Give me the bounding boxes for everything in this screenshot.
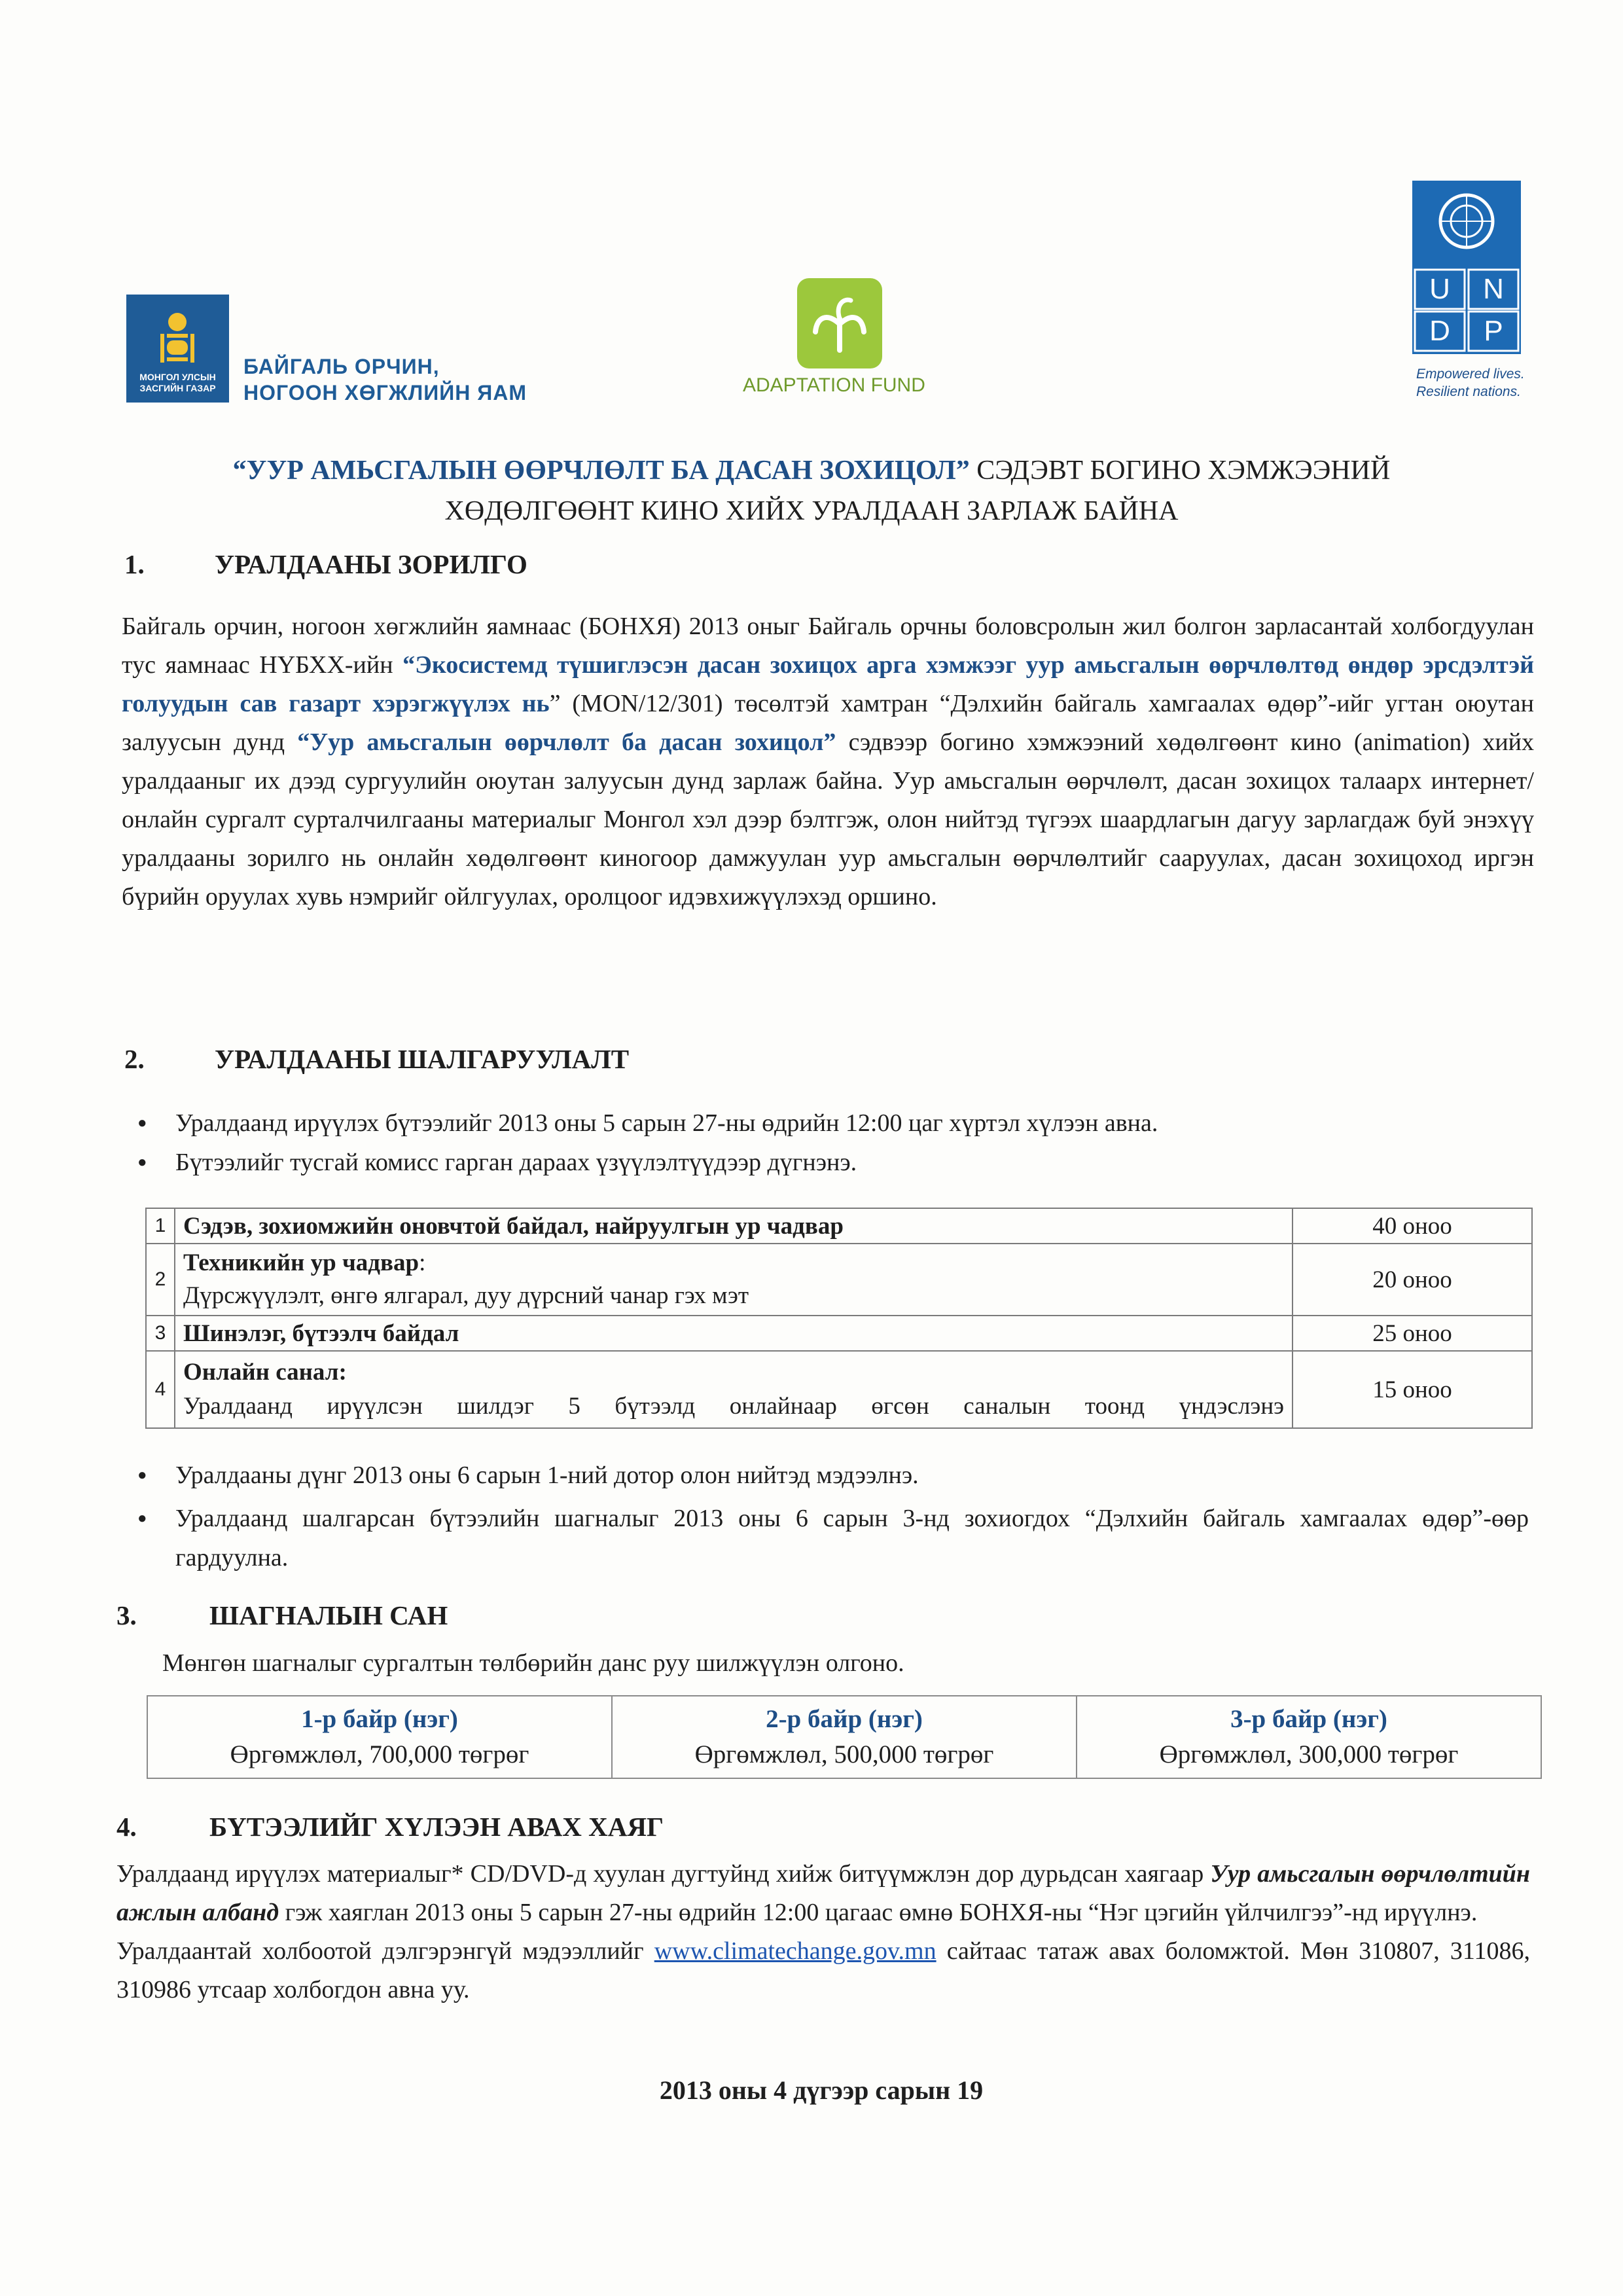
ministry-name	[243, 353, 527, 406]
criteria-points: 15 оноо	[1293, 1351, 1532, 1428]
section4-text-a: Уралдаанд ирүүлэх материалыг* CD/DVD-д хуулан дугтуйнд хийж битүүмжлэн дор дурьдсан хаягаар	[116, 1860, 1211, 1888]
plant-sprout-icon	[797, 278, 882, 368]
section2-number: 2.	[124, 1044, 145, 1074]
prize-amount: Өргөмжлөл, 500,000 төгрөг	[694, 1740, 994, 1768]
criteria-table	[145, 1208, 1533, 1429]
section4-text-d: Уралдаантай холбоотой дэлгэрэнгүй мэдээллийг	[116, 1937, 654, 1965]
website-link[interactable]: www.climatechange.gov.mn	[654, 1937, 936, 1965]
section2-title: УРАЛДААНЫ ШАЛГАРУУЛАЛТ	[215, 1044, 630, 1074]
section1-text-a: Байгаль орчин, ногоон хөгжлийн яамнаас (БОНХЯ) 2013 оныг Байгаль орчны боловсролын жил болгон зарласантай холбогдуулан тус яамнаас НҮБХХ-ийн	[122, 613, 1534, 679]
undp-tagline-line2: Resilient nations.	[1416, 384, 1521, 399]
criteria-cell	[175, 1244, 1293, 1316]
undp-letter-d: D	[1429, 315, 1450, 347]
undp-tagline-line1: Empowered lives.	[1416, 367, 1525, 382]
prize-table	[147, 1695, 1542, 1779]
criteria-title: Онлайн санал:	[183, 1359, 347, 1386]
undp-tagline	[1416, 365, 1547, 401]
ministry-badge-line2: ЗАСГИЙН ГАЗАР	[139, 383, 216, 393]
prize-intro: Мөнгөн шагналыг сургалтын төлбөрийн данс руу шилжүүлэн олгоно.	[162, 1649, 904, 1677]
section3-heading	[116, 1600, 448, 1631]
section4-heading	[116, 1811, 664, 1842]
section1-paragraph	[122, 607, 1534, 916]
section4-number: 4.	[116, 1812, 137, 1842]
section1-text-c: ” (MON/12/301) төсөлтэй хамтран “Дэлхийн байгаль хамгаалах өдөр”-ийг угтан оюутан залуусын дунд	[122, 690, 1534, 756]
undp-logo	[1412, 181, 1521, 354]
prize-amount: Өргөмжлөл, 700,000 төгрөг	[230, 1740, 529, 1768]
criteria-number: 4	[146, 1351, 175, 1428]
ministry-name-line1: БАЙГАЛЬ ОРЧИН,	[243, 355, 440, 378]
criteria-points: 25 оноо	[1293, 1316, 1532, 1351]
adaptation-fund-name: ADAPTATION FUND	[743, 374, 925, 396]
ministry-name-line2: НОГООН ХӨГЖЛИЙН ЯАМ	[243, 381, 527, 404]
criteria-description: Дүрсжүүлэлт, өнгө ялгарал, дуу дүрсний чанар гэх мэт	[183, 1282, 749, 1309]
table-row	[146, 1316, 1532, 1351]
ministry-logo	[126, 295, 229, 403]
prize-place: 3-р байр (нэг)	[1230, 1705, 1387, 1733]
table-row	[146, 1351, 1532, 1428]
section2-bullets-bottom	[122, 1456, 1529, 1577]
table-row	[146, 1208, 1532, 1244]
prize-place: 2-р байр (нэг)	[766, 1705, 923, 1733]
criteria-points: 40 оноо	[1293, 1208, 1532, 1244]
contest-theme: “Уур амьсгалын өөрчлөлт ба дасан зохицол”	[297, 728, 836, 756]
criteria-description: Уралдаанд ирүүлсэн шилдэг 5 бүтээлд онлайнаар өгсөн саналын тоонд үндэслэнэ	[183, 1393, 1284, 1420]
criteria-number: 1	[146, 1208, 175, 1244]
prize-place: 1-р байр (нэг)	[301, 1705, 458, 1733]
section1-title: УРАЛДААНЫ ЗОРИЛГО	[215, 549, 527, 579]
section3-number: 3.	[116, 1600, 137, 1630]
criteria-number: 3	[146, 1316, 175, 1351]
criteria-cell	[175, 1208, 1293, 1244]
prize-cell	[612, 1696, 1077, 1778]
document-date: 2013 оны 4 дүгээр сарын 19	[659, 2075, 984, 2105]
table-row	[147, 1696, 1541, 1778]
prize-cell	[1077, 1696, 1541, 1778]
project-name: “Экосистемд түшиглэсэн дасан зохицох арга хэмжээг уур амьсгалын өөрчлөлтөд өндөр эрсдэлтэй голуудын сав газарт хэрэгжүүлэх нь	[122, 651, 1535, 717]
section4-text-c: гэж хаяглан 2013 оны 5 сарын 27-ны өдрийн 12:00 цагаас өмнө БОНХЯ-ны “Нэг цэгийн үйлчилгээ”-нд ирүүлнэ.	[279, 1899, 1478, 1926]
section4-paragraph2	[116, 1932, 1530, 2009]
section2-heading	[124, 1043, 629, 1075]
list-item: ● Уралдааны дүнг 2013 оны 6 сарын 1-ний дотор олон нийтэд мэдээлнэ.	[122, 1456, 1529, 1495]
criteria-title: Сэдэв, зохиомжийн оновчтой байдал, найруулгын ур чадвар	[183, 1212, 844, 1240]
list-item: ● Уралдаанд ирүүлэх бүтээлийг 2013 оны 5 сарын 27-ны өдрийн 12:00 цаг хүртэл хүлээн авна.	[122, 1103, 1529, 1143]
section1-text-e: сэдвээр богино хэмжээний хөдөлгөөнт кино (animation) хийх уралдааныг их дээд сургуулийн оюутан залуусын дунд зарлаж байна. Уур амьсгалын өөрчлөлт, дасан зохицох талаарх интернет/онлайн сургалт сурталчилгааны материалыг Монгол хэл дээр бэлтгэж, олон нийтэд түгээх шаардлагын дагуу зарлагдаж буй энэхүү уралдааны зорилго нь онлайн хөдөлгөөнт киногоор дамжуулан уур амьсгалын өөрчлөлтийг сааруулах, дасан зохицоход иргэн бүрийн оруулах хувь нэмрийг ойлгуулах, оролцоог идэвхижүүлэхэд оршино.	[122, 728, 1534, 910]
criteria-number: 2	[146, 1244, 175, 1316]
criteria-cell	[175, 1351, 1293, 1428]
table-row	[146, 1244, 1532, 1316]
criteria-cell	[175, 1316, 1293, 1351]
section4-paragraph1	[116, 1855, 1530, 1932]
criteria-title: Техникийн ур чадвар	[183, 1249, 419, 1276]
ministry-badge-line1: МОНГОЛ УЛСЫН	[139, 372, 216, 382]
section4-body	[116, 1855, 1530, 2009]
undp-letter-u: U	[1429, 273, 1450, 305]
section1-number: 1.	[124, 549, 145, 579]
criteria-title-suffix: :	[419, 1249, 426, 1276]
prize-cell	[147, 1696, 612, 1778]
section1-heading	[124, 548, 527, 580]
section4-title: БҮТЭЭЛИЙГ ХҮЛЭЭН АВАХ ХАЯГ	[209, 1812, 664, 1842]
undp-letter-n: N	[1483, 273, 1504, 305]
recipient-office: Уур амьсгалын өөрчлөлтийн ажлын албанд	[116, 1860, 1530, 1926]
title-bold-part: “УУР АМЬСГАЛЫН ӨӨРЧЛӨЛТ БА ДАСАН ЗОХИЦОЛ”	[232, 456, 970, 486]
list-item: ● Бүтээлийг тусгай комисс гарган дараах үзүүлэлтүүдээр дүгнэнэ.	[122, 1143, 1529, 1182]
criteria-title: Шинэлэг, бүтээлч байдал	[183, 1319, 459, 1347]
title-line2: ХӨДӨЛГӨӨНТ КИНО ХИЙХ УРАЛДААН ЗАРЛАЖ БАЙНА	[444, 496, 1179, 526]
undp-letter-p: P	[1484, 315, 1503, 347]
criteria-points: 20 оноо	[1293, 1244, 1532, 1316]
prize-amount: Өргөмжлөл, 300,000 төгрөг	[1159, 1740, 1459, 1768]
section2-bullets-top	[122, 1103, 1529, 1182]
list-item: ● Уралдаанд шалгарсан бүтээлийн шагналыг 2013 оны 6 сарын 3-нд зохиогдох “Дэлхийн байгаль хамгаалах өдөр”-өөр гардуулна.	[122, 1499, 1529, 1577]
section4-text-e: сайтаас татаж авах боломжтой. Мөн 310807, 311086, 310986 утсаар холбогдон авна уу.	[116, 1937, 1530, 2003]
section1-body	[122, 607, 1534, 916]
adaptation-fund-logo	[797, 278, 882, 368]
document-title	[118, 450, 1505, 531]
title-rest-line1: СЭДЭВТ БОГИНО ХЭМЖЭЭНИЙ	[969, 456, 1391, 486]
section3-title: ШАГНАЛЫН САН	[209, 1600, 448, 1630]
